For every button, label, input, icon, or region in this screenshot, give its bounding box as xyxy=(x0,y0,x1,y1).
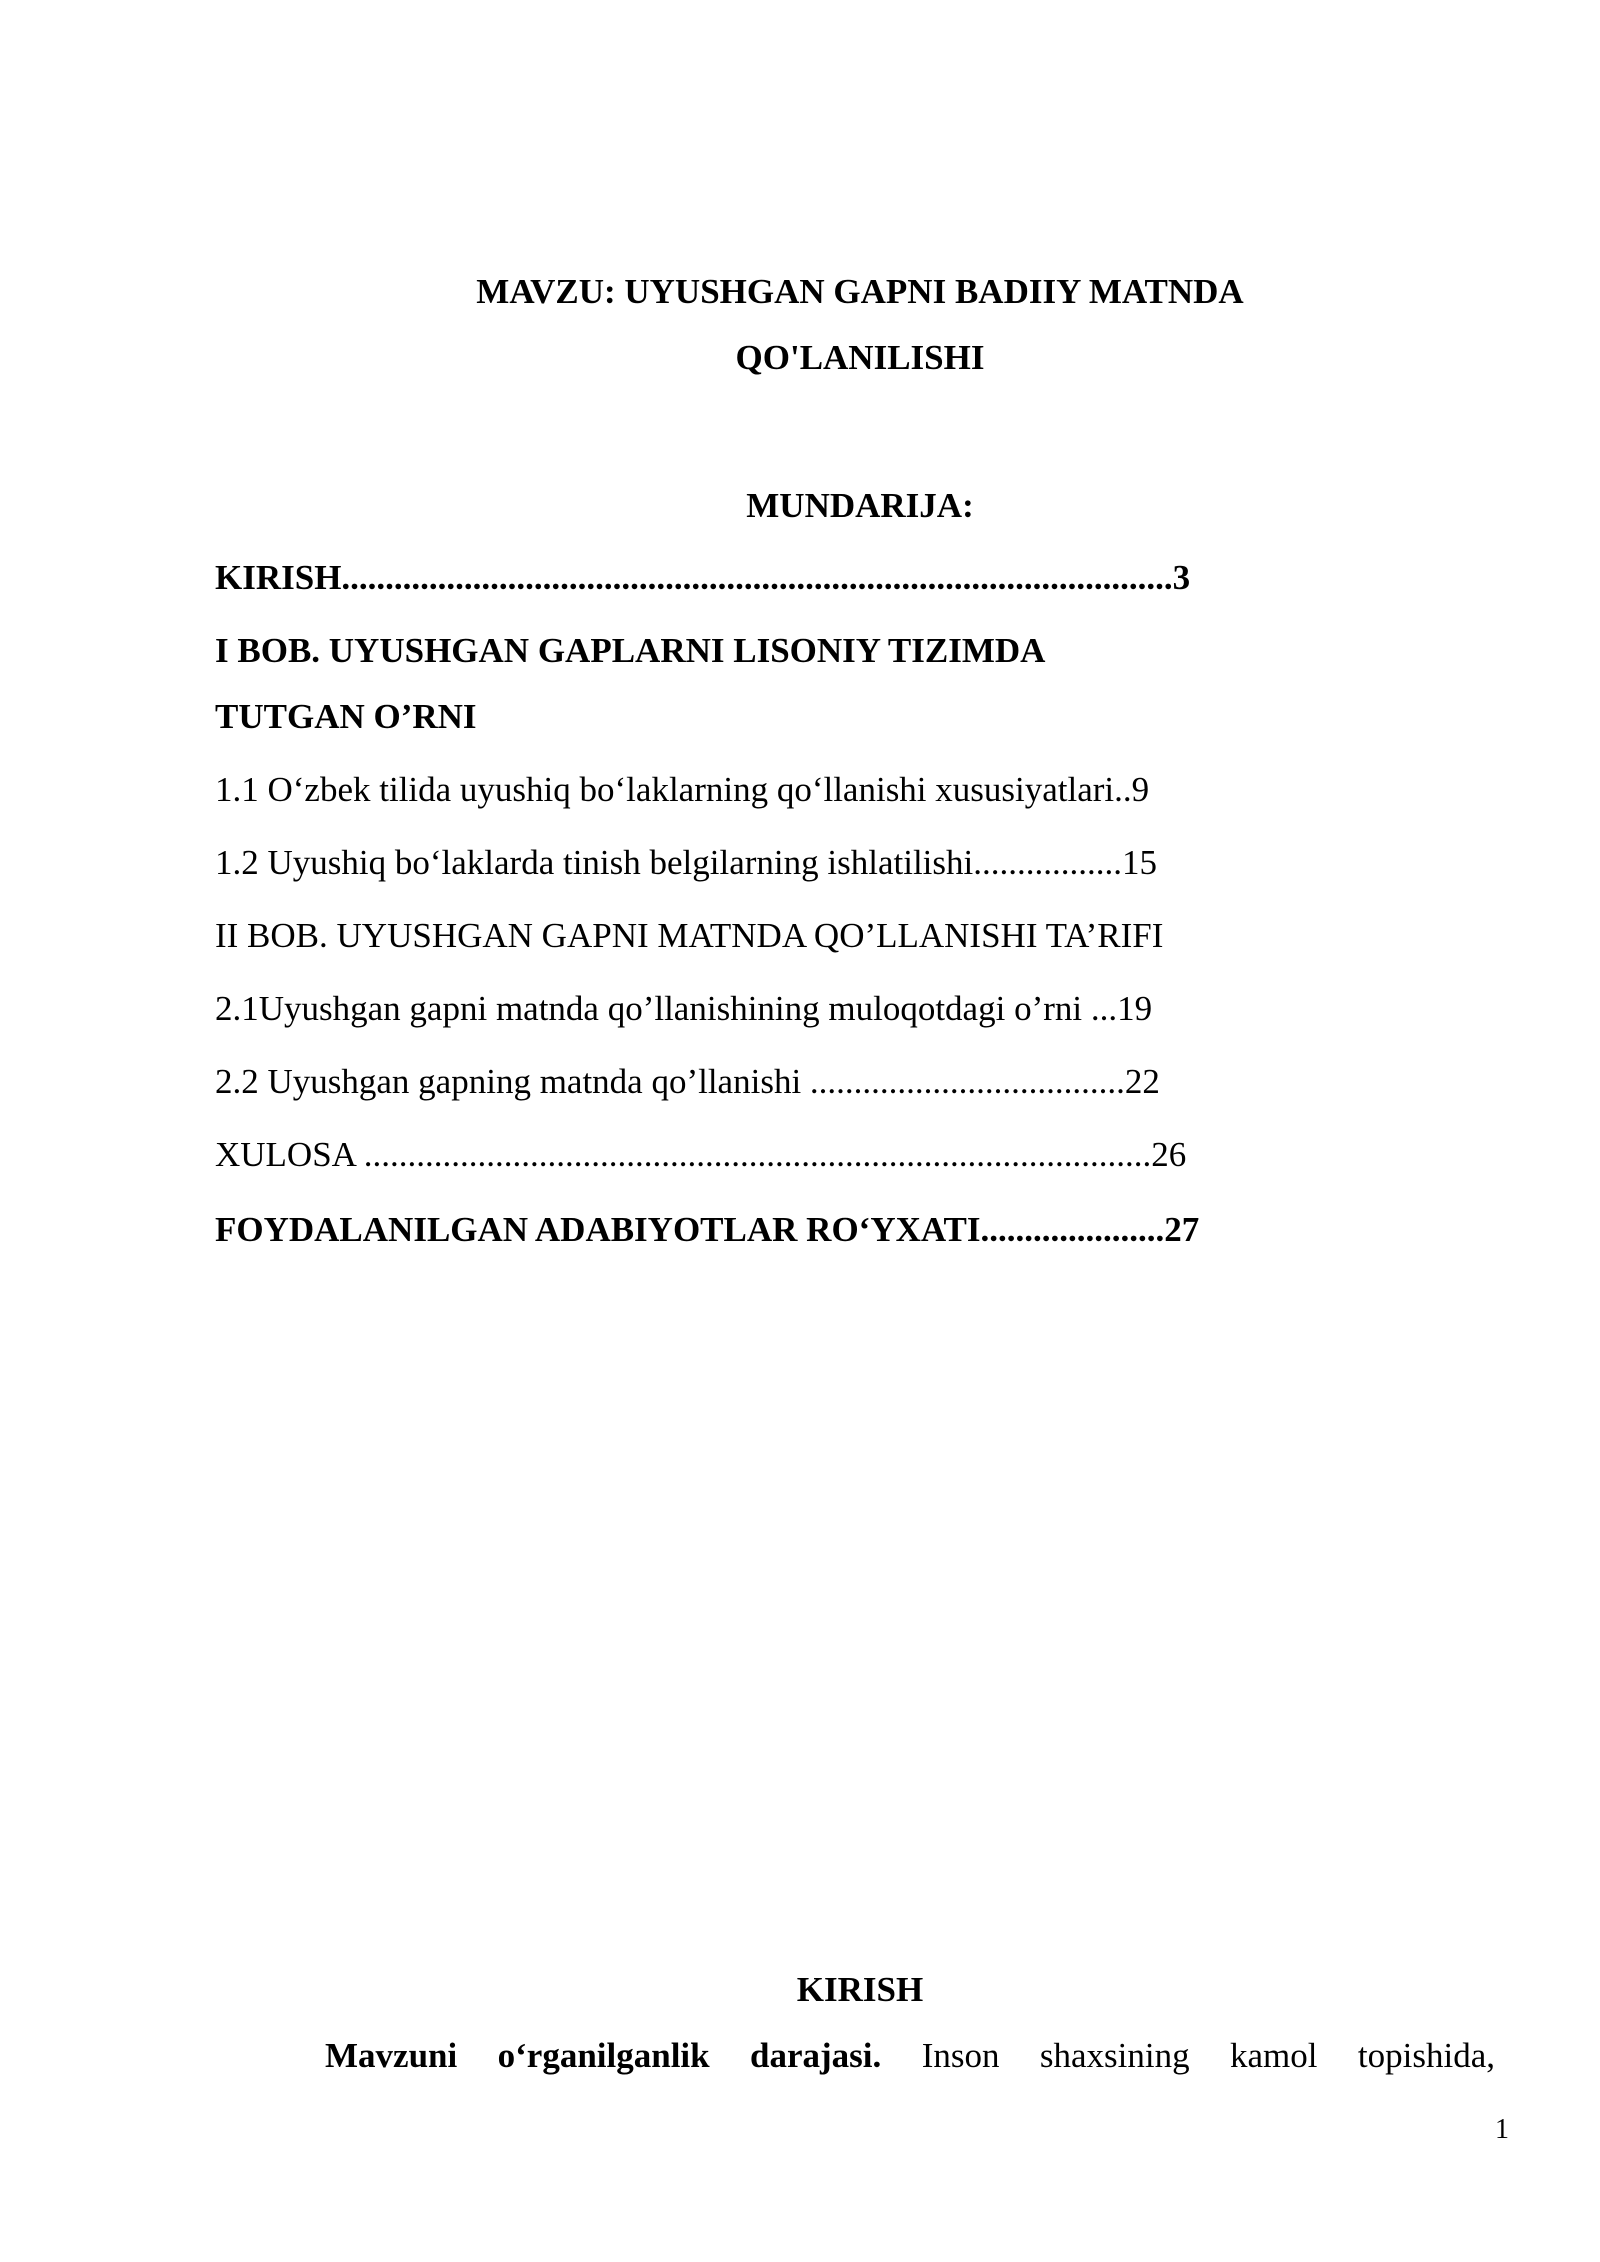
toc-entry-xulosa: XULOSA ..........................................................................................26 xyxy=(215,1135,1187,1174)
toc-entry-kirish: KIRISH...............................................................................................3 xyxy=(215,558,1191,597)
document-title-line-2: QO'LANILISHI xyxy=(735,338,985,377)
introduction-paragraph xyxy=(215,2032,1495,2080)
introduction-heading: KIRISH xyxy=(796,1970,924,2009)
page-number: 1 xyxy=(1495,2114,1509,2145)
toc-entry-1-1: 1.1 O‘zbek tilida uyushiq bo‘laklarning qo‘llanishi xususiyatlari..9 xyxy=(215,770,1150,809)
introduction-lead-text: Inson shaxsining kamol topishida, xyxy=(881,2036,1495,2075)
toc-entry-1-2: 1.2 Uyushiq bo‘laklarda tinish belgilarning ishlatilishi.................15 xyxy=(215,843,1157,882)
toc-entry-references: FOYDALANILGAN ADABIYOTLAR RO‘YXATI.....................27 xyxy=(215,1210,1200,1249)
toc-entry-chapter-1-line-2: TUTGAN O’RNI xyxy=(215,697,477,736)
toc-entry-chapter-1-line-1: I BOB. UYUSHGAN GAPLARNI LISONIY TIZIMDA xyxy=(215,631,1046,670)
toc-entry-chapter-2: II BOB. UYUSHGAN GAPNI MATNDA QO’LLANISHI TA’RIFI xyxy=(215,916,1164,955)
toc-entry-2-1: 2.1Uyushgan gapni matnda qo’llanishining muloqotdagi o’rni ...19 xyxy=(215,989,1153,1028)
introduction-lead-bold: Mavzuni o‘rganilganlik darajasi. xyxy=(325,2036,882,2075)
toc-entry-2-2: 2.2 Uyushgan gapning matnda qo’llanishi ....................................22 xyxy=(215,1062,1160,1101)
document-title-line-1: MAVZU: UYUSHGAN GAPNI BADIIY MATNDA xyxy=(476,272,1244,311)
contents-heading: MUNDARIJA: xyxy=(746,486,974,525)
